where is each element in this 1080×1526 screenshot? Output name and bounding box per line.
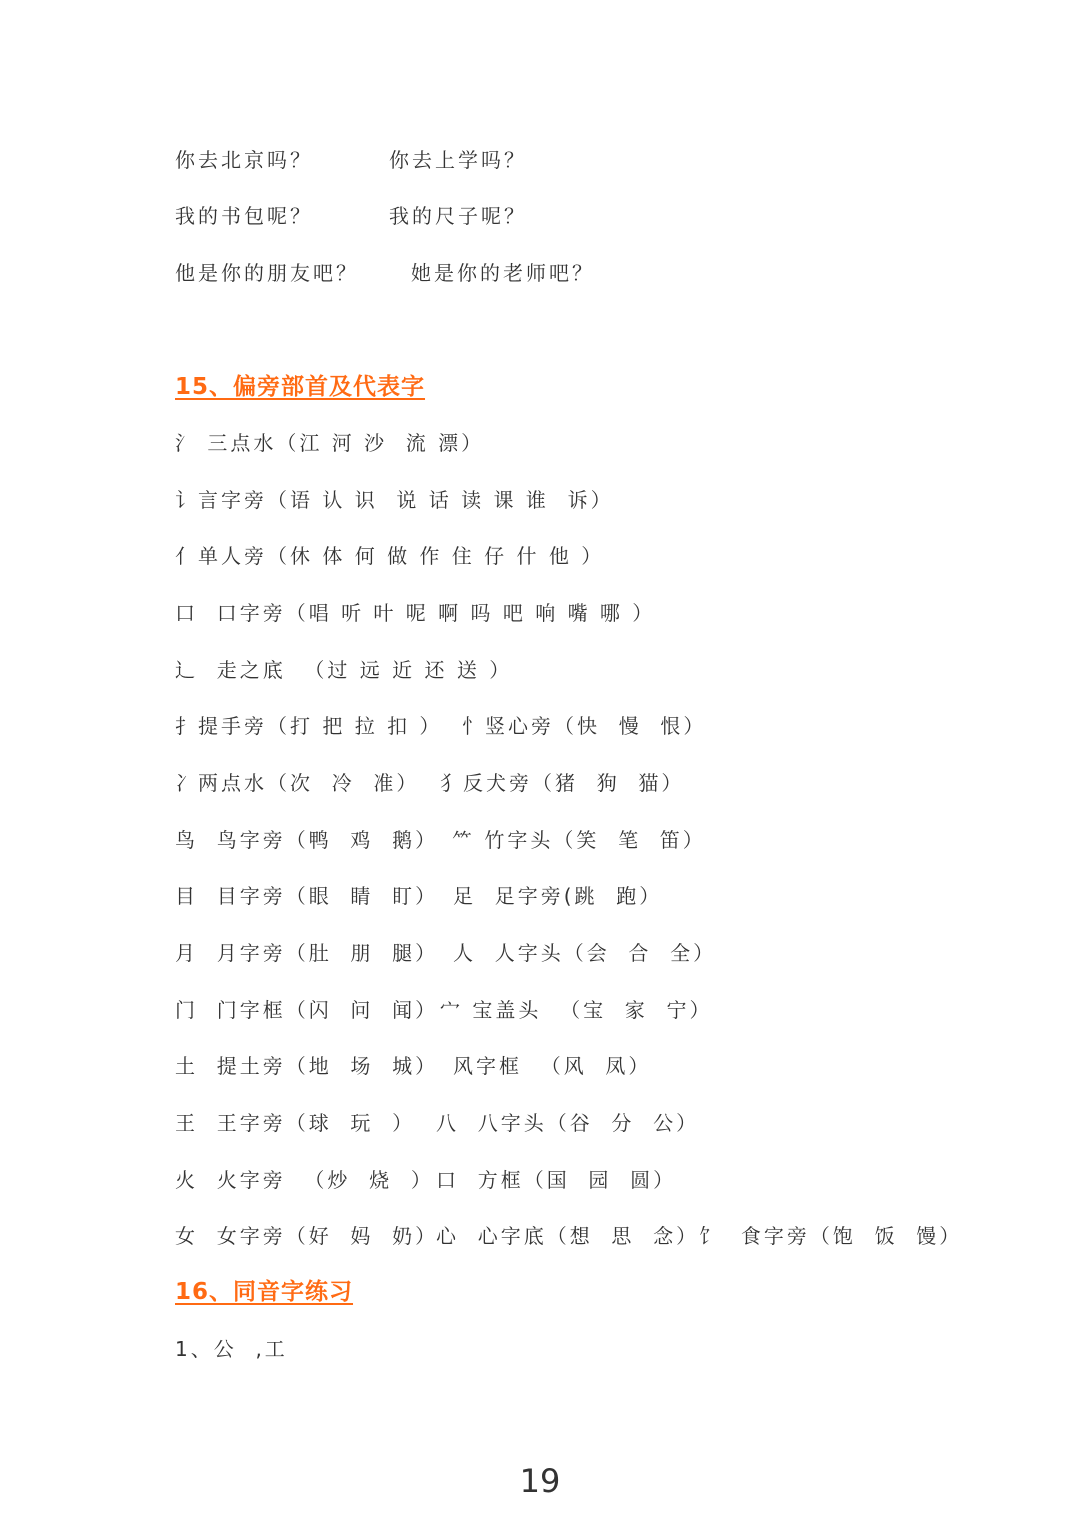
radical-row-4: 口 口字旁（唱 听 叶 呢 啊 吗 吧 响 嘴 哪 ） (175, 601, 656, 625)
section-16-heading: 16、同音字练习 (175, 1279, 354, 1305)
radical-row-3: 亻单人旁（休 体 何 做 作 住 仔 什 他 ） (175, 544, 605, 568)
section-15-heading: 15、偏旁部首及代表字 (175, 374, 426, 400)
radical-pair-3-right: ⺮ 竹字头（笑 笔 笛） (452, 828, 706, 852)
question-row-3-right: 她是你的老师吧？ (411, 261, 595, 285)
radical-pair-8-left: 王 王字旁（球 玩 ） (175, 1111, 416, 1135)
radical-pair-2-right: 犭反犬旁（猪 狗 猫） (440, 771, 685, 795)
question-row-1-left: 你去北京吗？ (175, 148, 313, 172)
radical-pair-5-left: 月 月字旁（肚 朋 腿） (175, 941, 439, 965)
radical-pair-10-left: 女 女字旁（好 妈 奶） (175, 1224, 439, 1248)
page-number: 19 (519, 1462, 561, 1500)
radical-pair-3-left: 鸟 鸟字旁（鸭 鸡 鹅） (175, 828, 439, 852)
radical-pair-1-right: 忄竖心旁（快 慢 恨） (462, 714, 707, 738)
radical-row-1: 氵 三点水（江 河 沙 流 漂） (175, 431, 485, 455)
radical-pair-9-left: 火 火字旁 （炒 烧 ） (175, 1168, 434, 1192)
radical-pair-8-right: 八 八字头（谷 分 公） (436, 1111, 700, 1135)
question-row-3-left: 他是你的朋友吧？ (175, 261, 359, 285)
radical-row-5: 辶 走之底 （过 远 近 还 送 ） (175, 658, 513, 682)
radical-pair-5-right: 人 人字头（会 合 全） (453, 941, 717, 965)
radical-pair-4-left: 目 目字旁（眼 睛 盯） (175, 884, 439, 908)
radical-pair-4-right: 足 足字旁(跳 跑） (453, 884, 663, 908)
question-row-1-right: 你去上学吗？ (389, 148, 527, 172)
question-row-2-right: 我的尺子呢？ (389, 204, 527, 228)
radical-pair-10-right: 心 心字底（想 思 念）饣 食字旁（饱 饭 馒） (436, 1224, 963, 1248)
radical-pair-2-left: 冫两点水（次 冷 准） (175, 771, 420, 795)
radical-pair-7-left: 土 提土旁（地 场 城） (175, 1054, 439, 1078)
question-row-2-left: 我的书包呢？ (175, 204, 313, 228)
radical-pair-6-right: 宀 宝盖头 （宝 家 宁） (440, 998, 713, 1022)
radical-pair-1-left: 扌提手旁（打 把 拉 扣 ） (175, 714, 443, 738)
radical-pair-6-left: 门 门字框（闪 问 闻） (175, 998, 439, 1022)
radical-pair-7-right: 风字框 （风 凤） (453, 1054, 652, 1078)
radical-pair-9-right: 口 方框（国 园 圆） (436, 1168, 677, 1192)
radical-row-2: 讠言字旁（语 认 识 说 话 读 课 谁 诉） (175, 488, 614, 512)
homophone-exercise-1: 1、公 ,工 (175, 1337, 288, 1361)
